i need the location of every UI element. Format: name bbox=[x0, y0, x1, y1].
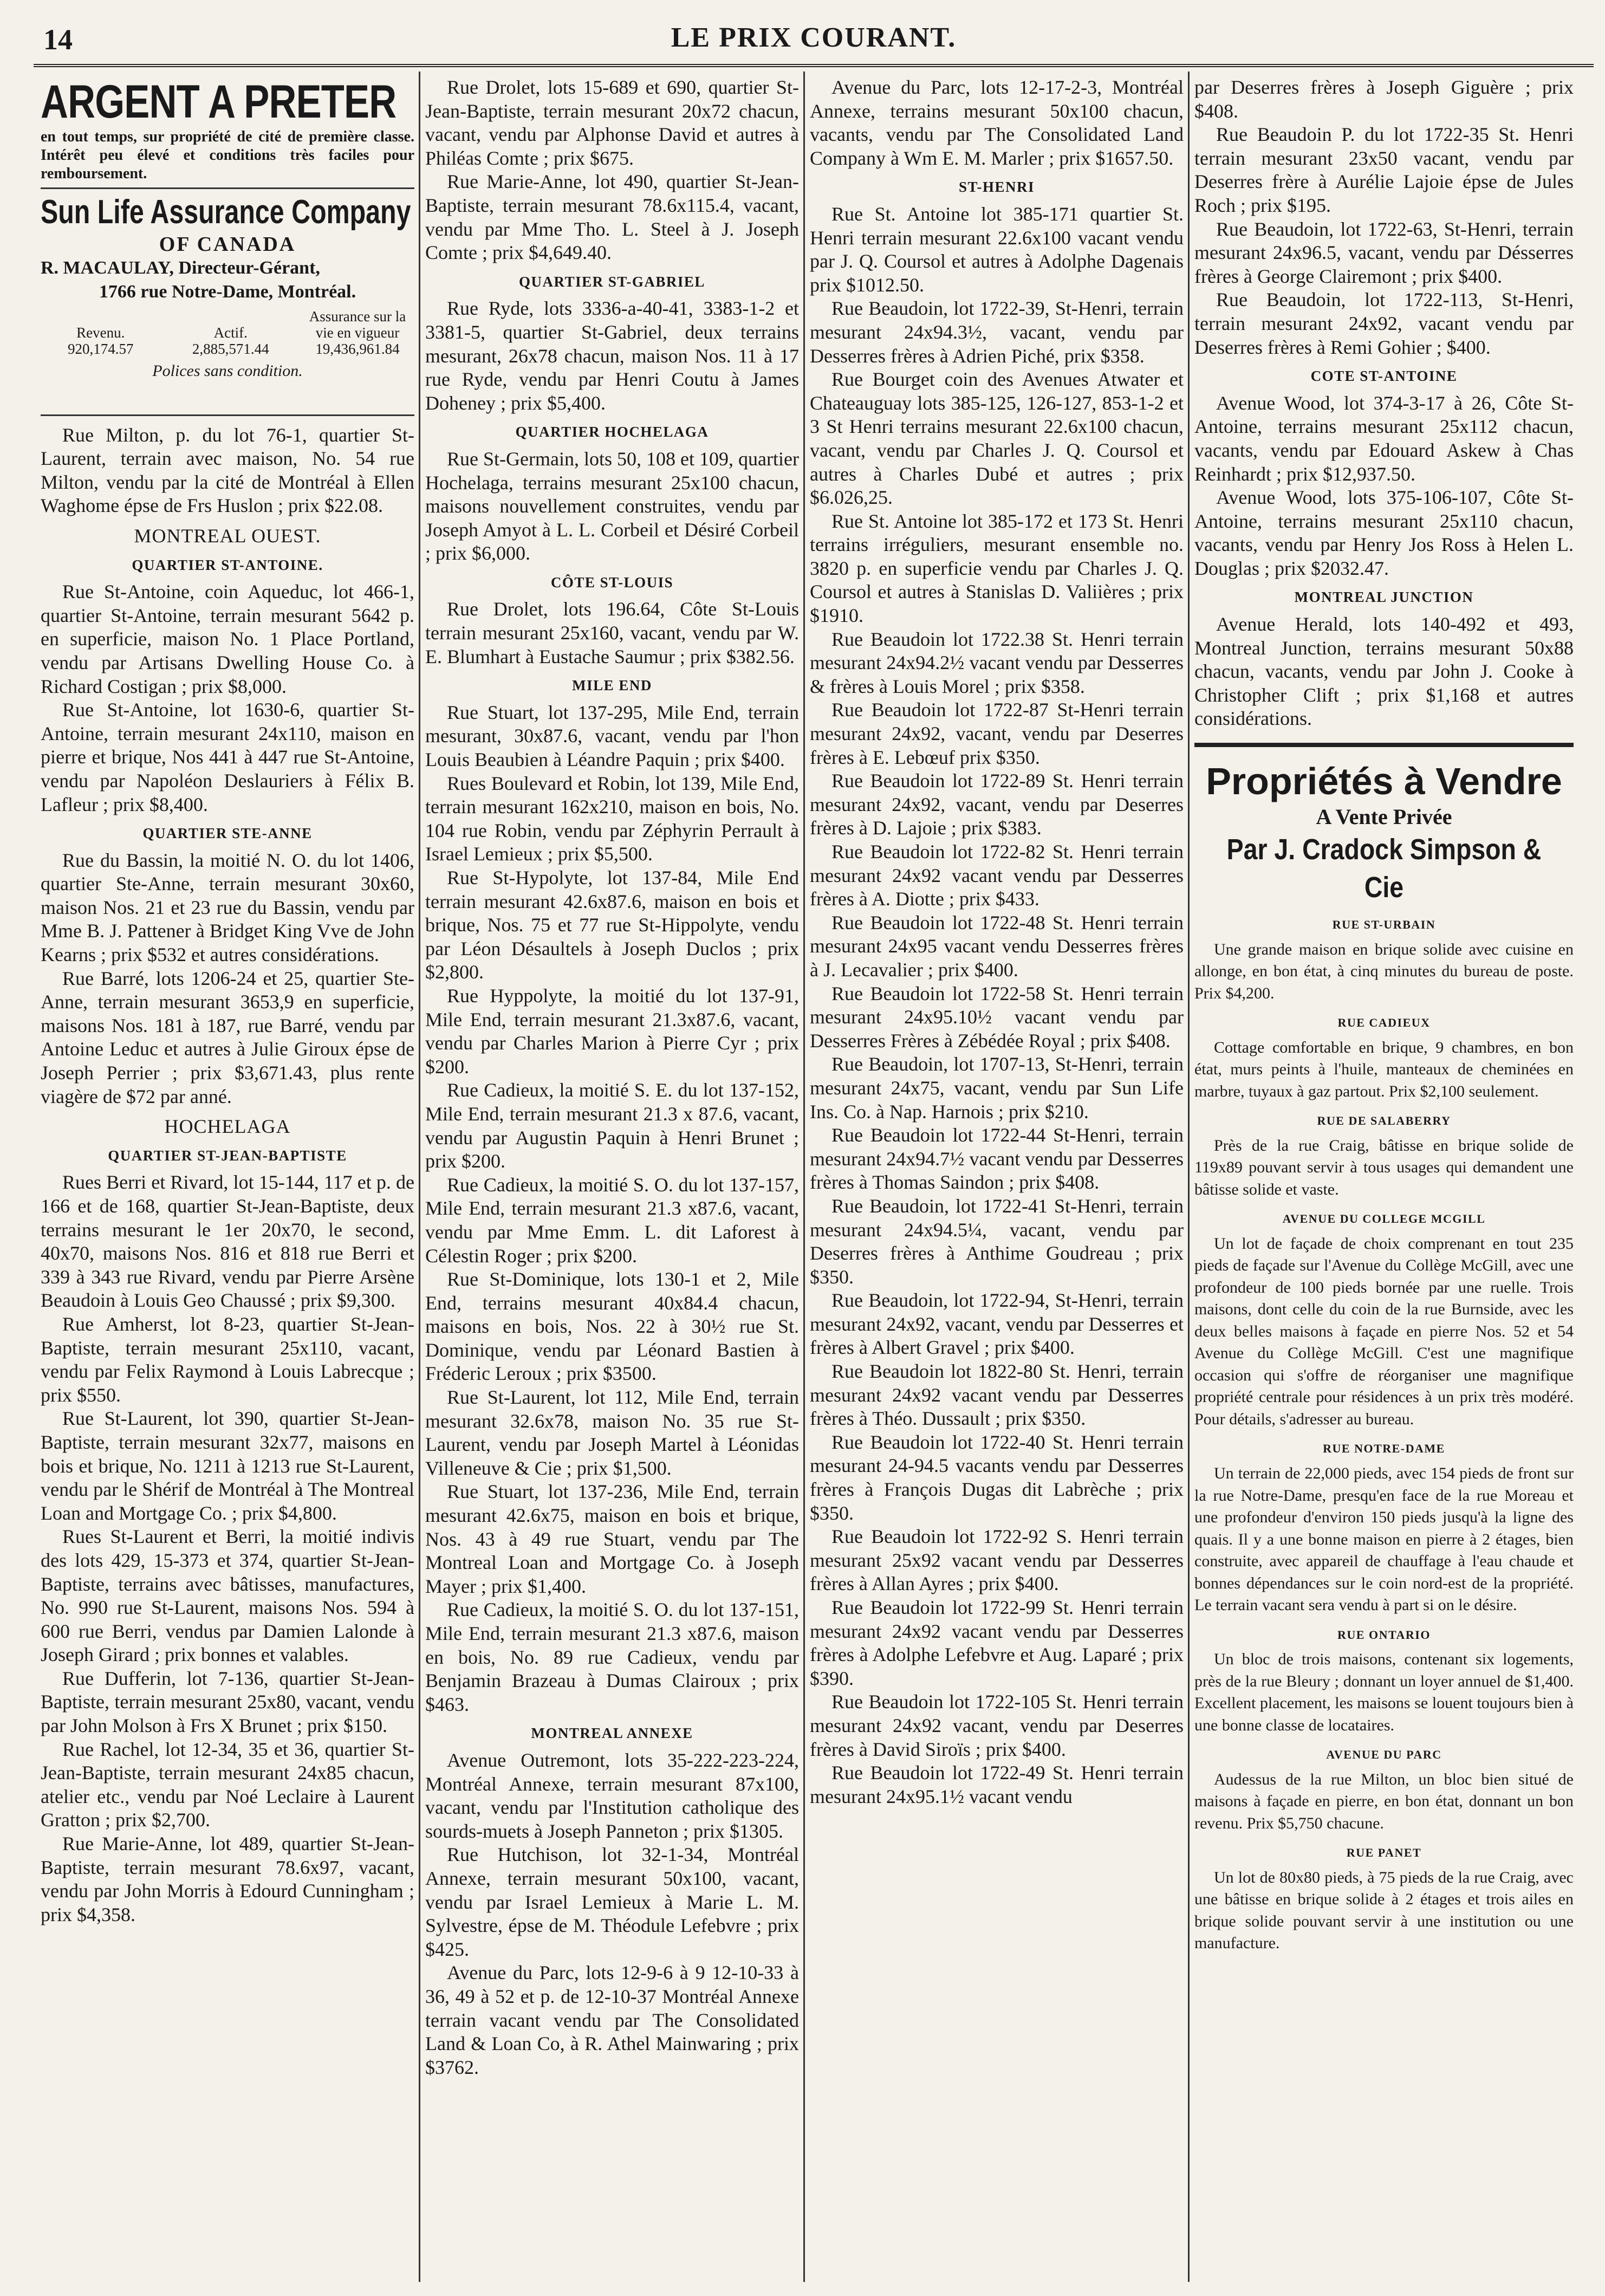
list-item: Une grande maison en brique solide avec cuisine en allonge, en bon état, à cinq minutes du bureau de poste. Prix $4,200. bbox=[1194, 940, 1574, 1002]
list-item: Avenue du Parc, lots 12-9-6 à 9 12-10-33 à 36, 49 à 52 et p. de 12-10-37 Montréal Annexe terrain vacant vendu par The Consolidated Land & Loan Co, à R. Athel Mainwaring ; prix $3762. bbox=[425, 1962, 799, 2078]
ad-value-actif: 2,885,571.44 bbox=[192, 341, 269, 357]
column-divider bbox=[1188, 72, 1190, 2282]
section-heading: MONTREAL JUNCTION bbox=[1294, 589, 1474, 606]
list-item: Audessus de la rue Milton, un bloc bien situé de maisons à façade en pierre, en bon état, donnant un bon revenu. Prix $5,750 chacune. bbox=[1194, 1770, 1574, 1832]
ad-director: R. MACAULAY, Directeur-Gérant, bbox=[41, 258, 320, 278]
list-item: Rue Cadieux, la moitié S. O. du lot 137-151, Mile End, terrain mesurant 21.3 x87.6, maison en bois, No. 89 rue Cadieux, vendu par Benjamin Brazeau à Dumas Clairoux ; prix $463. bbox=[425, 1599, 799, 1715]
section-heading: AVENUE DU PARC bbox=[1326, 1748, 1442, 1762]
list-item: Rue Beaudoin lot 1722.38 St. Henri terrain mesurant 24x94.2½ vacant vendu par Desserres & frères à Louis Morel ; prix $358. bbox=[810, 628, 1184, 697]
list-item: Rue Amherst, lot 8-23, quartier St-Jean-Baptiste, terrain mesurant 25x110, vacant, vendu par Felix Raymond à Louis Labrecque ; prix $550. bbox=[41, 1313, 414, 1406]
list-item: Rue Dufferin, lot 7-136, quartier St-Jean-Baptiste, terrain mesurant 25x80, vacant, vendu par John Molson à Frs X Brunet ; prix $150. bbox=[41, 1667, 414, 1737]
ad-title: ARGENT A PRETER bbox=[41, 76, 397, 128]
ad-subtitle: en tout temps, sur propriété de cité de première classe. Intérêt peu élevé et conditions très faciles pour remboursement. bbox=[41, 128, 414, 182]
section-heading: QUARTIER ST-GABRIEL bbox=[519, 273, 705, 290]
prop-agent: Par J. Cradock Simpson & Cie bbox=[1226, 833, 1542, 904]
list-item: Rue Beaudoin, lot 1722-39, St-Henri, terrain mesurant 24x94.3½, vacant, vendu par Desserres frères à Adrien Piché, prix $358. bbox=[810, 297, 1184, 367]
list-item: Rue Beaudoin lot 1722-87 St-Henri terrain mesurant 24x92, vacant, vendu par Deserres frères à E. Lebœuf prix $350. bbox=[810, 699, 1184, 768]
ad-header-actif: Actif. bbox=[213, 325, 248, 341]
section-heading: AVENUE DU COLLEGE MCGILL bbox=[1282, 1212, 1486, 1226]
list-item: Rue St-Hypolyte, lot 137-84, Mile End terrain mesurant 42.6x87.6, maison en bois et brique, Nos. 75 et 77 rue St-Hippolyte, vendu par Léon Désaultels à Joseph Duclos ; prix $2,800. bbox=[425, 867, 799, 983]
ad-address: 1766 rue Notre-Dame, Montréal. bbox=[99, 282, 356, 302]
list-item: Rue Hyppolyte, la moitié du lot 137-91, Mile End, terrain mesurant 21.3x87.6, vacant, vendu par Charles Marion à Pierre Cyr ; prix $200. bbox=[425, 984, 799, 1078]
list-item: Rue St. Antoine lot 385-171 quartier St. Henri terrain mesurant 22.6x100 vacant vendu par J. Q. Coursol et autres à Adolphe Dagenais prix $1012.50. bbox=[810, 203, 1184, 296]
list-item: Rue Cadieux, la moitié S. E. du lot 137-152, Mile End, terrain mesurant 21.3 x 87.6, vacant, vendu par Augustin Paquin à Henri Brunet ; prix $200. bbox=[425, 1079, 799, 1172]
column-3 bbox=[810, 76, 1184, 2281]
section-heading: ST-HENRI bbox=[958, 179, 1035, 196]
header-rule bbox=[34, 64, 1594, 67]
ad-value-assurance: 19,436,961.84 bbox=[315, 341, 400, 357]
divider bbox=[1194, 743, 1574, 747]
list-item: Avenue Wood, lot 374-3-17 à 26, Côte St-Antoine, terrains mesurant 25x112 chacun, vacants, vendu par Edouard Askew à Chas Reinhardt ; prix $12,937.50. bbox=[1194, 392, 1574, 485]
page-header bbox=[34, 21, 1594, 59]
list-item: Avenue Wood, lots 375-106-107, Côte St-Antoine, terrains mesurant 25x110 chacun, vacants, vendu par Henry Jos Ross à Helen L. Douglas ; prix $2032.47. bbox=[1194, 487, 1574, 579]
list-item: Rue Milton, p. du lot 76-1, quartier St-Laurent, terrain avec maison, No. 54 rue Milton, vendu par la cité de Montréal à Ellen Waghome épse de Frs Huslon ; prix $22.08. bbox=[41, 424, 414, 517]
section-heading: QUARTIER ST-ANTOINE. bbox=[132, 556, 323, 573]
ad-header-assurance: Assurance sur la vie en vigueur bbox=[309, 308, 406, 341]
section-heading: HOCHELAGA bbox=[164, 1115, 291, 1138]
column-1 bbox=[41, 76, 414, 2281]
list-item: Avenue du Parc, lots 12-17-2-3, Montréal Annexe, terrains mesurant 50x100 chacun, vacants, vendu par The Consolidated Land Company à Wm E. M. Marler ; prix $1657.50. bbox=[810, 76, 1184, 169]
list-item: Rue Beaudoin, lot 1722-113, St-Henri, terrain mesurant 24x92, vacant vendu par Deserres frères à Remi Gohier ; $400. bbox=[1194, 289, 1574, 358]
list-item: Rue Beaudoin, lot 1707-13, St-Henri, terrain mesurant 24x75, vacant, vendu par Sun Life Ins. Co. à Nap. Harnois ; prix $210. bbox=[810, 1053, 1184, 1123]
ad-header-revenu: Revenu. bbox=[76, 325, 125, 341]
section-heading: MONTREAL OUEST. bbox=[134, 524, 321, 547]
list-item: Rue Beaudoin lot 1822-80 St. Henri, terrain mesurant 24x92 vacant vendu par Desserres frères à Théo. Dussault ; prix $350. bbox=[810, 1360, 1184, 1430]
section-heading: RUE ONTARIO bbox=[1337, 1627, 1431, 1642]
list-item: Rue Beaudoin lot 1722-48 St. Henri terrain mesurant 24x95 vacant vendu Desserres frères à J. Lecavalier ; prix $400. bbox=[810, 911, 1184, 981]
section-heading: QUARTIER STE-ANNE bbox=[142, 825, 313, 842]
list-item: Rues Boulevard et Robin, lot 139, Mile End, terrain mesurant 162x210, maison en bois, No. 104 rue Robin, vendu par Zéphyrin Perrault à Israel Lemieux ; prix $5,500. bbox=[425, 772, 799, 865]
ad-note: Polices sans condition. bbox=[152, 362, 303, 380]
page-number: 14 bbox=[43, 23, 73, 56]
list-item: Rue Beaudoin, lot 1722-63, St-Henri, terrain mesurant 24x96.5, vacant, vendu par Désserres frères à George Clairemont ; prix $400. bbox=[1194, 218, 1574, 287]
column-divider bbox=[419, 72, 420, 2282]
ad-company: Sun Life Assurance Company bbox=[41, 193, 411, 231]
prop-subtitle: A Vente Privée bbox=[1316, 805, 1452, 829]
list-item: Rue Beaudoin lot 1722-99 St. Henri terrain mesurant 24x92 vacant vendu par Desserres frères à Adolphe Lefebvre et Aug. Laparé ; prix $390. bbox=[810, 1597, 1184, 1689]
list-item: Rue St-Dominique, lots 130-1 et 2, Mile End, terrains mesurant 40x84.4 chacun, maisons en bois, Nos. 22 à 30½ rue St. Dominique, vendu par Léonard Bastien à Fréderic Leroux ; prix $3500. bbox=[425, 1268, 799, 1385]
section-heading: RUE DE SALABERRY bbox=[1317, 1114, 1451, 1128]
list-item: Rue du Bassin, la moitié N. O. du lot 1406, quartier Ste-Anne, terrain mesurant 30x60, maison Nos. 21 et 23 rue du Bassin, vendu par Mme B. J. Pattener à Bridget King Vve de John Kearns ; prix $532 et autres considérations. bbox=[41, 849, 414, 966]
advertisement-sun-life bbox=[41, 76, 414, 383]
section-heading: CÔTE ST-LOUIS bbox=[550, 574, 674, 591]
list-item: Rue Beaudoin lot 1722-58 St. Henri terrain mesurant 24x95.10½ vacant vendu par Desserres Frères à Zébédée Royal ; prix $408. bbox=[810, 982, 1184, 1052]
section-heading: RUE ST-URBAIN bbox=[1332, 918, 1436, 932]
list-item: Rue Barré, lots 1206-24 et 25, quartier Ste-Anne, terrain mesurant 3653,9 en superficie, maisons Nos. 181 à 187, rue Barré, vendu par Antoine Leduc et autres à Julie Giroux épse de Joseph Perrier ; prix $3,671.43, plus rente viagère de $72 par anné. bbox=[41, 967, 414, 1107]
list-item: Rue Stuart, lot 137-295, Mile End, terrain mesurant, 30x87.6, vacant, vendu par l'hon Louis Beaubien à Léandre Paquin ; prix $400. bbox=[425, 701, 799, 771]
ad-value-revenu: 920,174.57 bbox=[68, 341, 134, 357]
section-heading: RUE NOTRE-DAME bbox=[1323, 1442, 1445, 1456]
advertisement-proprietes bbox=[1194, 759, 1574, 1955]
list-item: Rue Beaudoin lot 1722-92 S. Henri terrain mesurant 25x92 vacant vendu par Desserres frères à Allan Ayres ; prix $400. bbox=[810, 1526, 1184, 1595]
column-2 bbox=[425, 76, 799, 2281]
list-item: Rue St-Germain, lots 50, 108 et 109, quartier Hochelaga, terrains mesurant 25x100 chacun, maisons nouvellement construites, vendu par Joseph Amyot à L. L. Corbeil et Désiré Corbeil ; prix $6,000. bbox=[425, 447, 799, 565]
divider bbox=[41, 187, 414, 189]
section-heading: MILE END bbox=[572, 677, 652, 694]
list-item: Rue Ryde, lots 3336-a-40-41, 3383-1-2 et 3381-5, quartier St-Gabriel, deux terrains mesurant, 26x78 chacun, maison Nos. 11 à 17 rue Ryde, vendu par Henri Coutu à James Doheney ; prix $5,400. bbox=[425, 297, 799, 414]
ad-figures-table bbox=[41, 308, 414, 357]
list-item: Rue Beaudoin, lot 1722-94, St-Henri, terrain mesurant 24x92, vacant, vendu par Desserres et frères à Albert Gravel ; prix $400. bbox=[810, 1289, 1184, 1359]
list-item: Rue Beaudoin lot 1722-82 St. Henri terrain mesurant 24x92 vacant vendu par Desserres frères à A. Diotte ; prix $433. bbox=[810, 841, 1184, 910]
list-item: Avenue Herald, lots 140-492 et 493, Montreal Junction, terrains mesurant 50x88 chacun, vacants, vendu par John J. Cooke à Christopher Clift ; prix $1,168 et autres considérations. bbox=[1194, 613, 1574, 730]
list-item: Rue Beaudoin lot 1722-44 St-Henri, terrain mesurant 24x94.7½ vacant vendu par Desserres frères à Thomas Saindon ; prix $408. bbox=[810, 1124, 1184, 1194]
list-item: Rue Stuart, lot 137-236, Mile End, terrain mesurant 42.6x75, maison en bois et brique, Nos. 43 à 49 rue Stuart, vendu par The Montreal Loan and Mortgage Co. à Joseph Mayer ; prix $1,400. bbox=[425, 1481, 799, 1597]
section-heading: RUE CADIEUX bbox=[1337, 1016, 1431, 1030]
list-item: Rue Bourget coin des Avenues Atwater et Chateauguay lots 385-125, 126-127, 853-1-2 et 3 St Henri terrains mesurant 22.6x100 chacun, vacant, vendu par Charles J. Q. Coursol et autres à Charles Dubé et autres ; prix $6.026,25. bbox=[810, 368, 1184, 509]
list-item: Un lot de façade de choix comprenant en tout 235 pieds de façade sur l'Avenue du Collège McGill, avec une profondeur de 100 pieds bornée par une ruelle. Trois maisons, dont celle du coin de la rue Burnside, avec les deux belles maisons à façade en pierre Nos. 52 et 54 Avenue du Collège McGill. C'est une magnifique occasion qui s'offre de réorganiser une magnifique propriété centrale pour résidences à un prix très modéré. Pour détails, s'adresser au bureau. bbox=[1194, 1234, 1574, 1428]
list-item: Rue Beaudoin lot 1722-49 St. Henri terrain mesurant 24x95.1½ vacant vendu bbox=[810, 1762, 1184, 1807]
ad-of-canada: OF CANADA bbox=[159, 233, 296, 256]
list-item: Rue Drolet, lots 196.64, Côte St-Louis terrain mesurant 25x160, vacant, vendu par W. E. Blumhart à Eustache Saumur ; prix $382.56. bbox=[425, 598, 799, 667]
section-heading: QUARTIER ST-JEAN-BAPTISTE bbox=[108, 1147, 347, 1164]
column-divider bbox=[803, 72, 805, 2282]
list-item: Rues Berri et Rivard, lot 15-144, 117 et p. de 166 et de 168, quartier St-Jean-Baptiste, deux terrains mesurant le 1er 20x70, le second, 40x70, maisons Nos. 816 et 818 rue Berri et 339 à 343 rue Rivard, vendu par Pierre Arsène Beaudoin à Louis Geo Chaussé ; prix $9,300. bbox=[41, 1171, 414, 1312]
list-item: Rue Cadieux, la moitié S. O. du lot 137-157, Mile End, terrain mesurant 21.3 x87.6, vacant, vendu par Mme Emm. L. dit Laforest à Célestin Roger ; prix $200. bbox=[425, 1173, 799, 1267]
list-item: Rue Rachel, lot 12-34, 35 et 36, quartier St-Jean-Baptiste, terrain mesurant 24x85 chacun, atelier etc., vendu par Noé Leclaire à Laurent Gratton ; prix $2,700. bbox=[41, 1738, 414, 1831]
list-item: Cottage comfortable en brique, 9 chambres, en bon état, murs peints à l'huile, manteaux de cheminées en marbre, tuyaux à gaz partout. Prix $2,100 seulement. bbox=[1194, 1038, 1574, 1100]
section-heading: MONTREAL ANNEXE bbox=[531, 1725, 693, 1742]
list-item: Rue Marie-Anne, lot 490, quartier St-Jean-Baptiste, terrain mesurant 78.6x115.4, vacant, vendu par Mme Tho. L. Steel à J. Joseph Comte ; prix $4,649.40. bbox=[425, 171, 799, 264]
list-item: Rue St-Laurent, lot 112, Mile End, terrain mesurant 32.6x78, maison No. 35 rue St-Laurent, vendu par Joseph Martel à Léonidas Villeneuve & Cie ; prix $1,500. bbox=[425, 1386, 799, 1479]
list-item: Un terrain de 22,000 pieds, avec 154 pieds de front sur la rue Notre-Dame, presqu'en face de la rue Moreau et une profondeur d'environ 150 pieds jusqu'à la ligne des quais. Il y a une bonne maison en pierre à 2 étages, bien construite, avec appareil de chauffage à l'eau chaude et bonnes dépendances sur le coin nord-est de la propriété. Le terrain vacant sera vendu à part si on le désire. bbox=[1194, 1464, 1574, 1614]
list-item: Rue Beaudoin lot 1722-89 St. Henri terrain mesurant 24x92, vacant, vendu par Deserres frères à D. Lajoie ; prix $383. bbox=[810, 770, 1184, 839]
list-item: Rue Beaudoin P. du lot 1722-35 St. Henri terrain mesurant 23x50 vacant, vendu par Deserres frère à Aurélie Lajoie épse de Jules Roch ; prix $195. bbox=[1194, 124, 1574, 216]
list-item: Rue Beaudoin, lot 1722-41 St-Henri, terrain mesurant 24x94.5¼, vacant, vendu par Deserres frères à Anthime Goudreau ; prix $350. bbox=[810, 1195, 1184, 1288]
list-item: Rue Drolet, lots 15-689 et 690, quartier St-Jean-Baptiste, terrain mesurant 20x72 chacun, vacant, vendu par Alphonse David et autres à Philéas Comte ; prix $675. bbox=[425, 76, 799, 169]
prop-title: Propriétés à Vendre bbox=[1206, 760, 1562, 803]
section-heading: QUARTIER HOCHELAGA bbox=[515, 424, 709, 440]
column-4 bbox=[1194, 76, 1574, 2281]
list-item: Un lot de 80x80 pieds, à 75 pieds de la rue Craig, avec une bâtisse en brique solide à 2 étages et trois ailes en brique solide pouvant servir à une institution ou une manufacture. bbox=[1194, 1868, 1574, 1953]
section-heading: COTE ST-ANTOINE bbox=[1310, 368, 1458, 385]
list-item: Rue St-Antoine, lot 1630-6, quartier St-Antoine, terrain mesurant 24x110, maison en pierre et brique, Nos 441 à 447 rue St-Antoine, vendu par Napoléon Deslauriers à Félix B. Lafleur ; prix $8,400. bbox=[41, 699, 414, 815]
list-item: Un bloc de trois maisons, contenant six logements, près de la rue Bleury ; donnant un loyer annuel de $1,400. Excellent placement, les maisons se louent toujours bien à une bonne classe de locataires. bbox=[1194, 1650, 1574, 1734]
section-heading: RUE PANET bbox=[1346, 1846, 1422, 1860]
list-item: Près de la rue Craig, bâtisse en brique solide de 119x89 pouvant servir à tous usages qui demandent une bâtisse solide et vaste. bbox=[1194, 1136, 1574, 1198]
list-item: Rue St-Laurent, lot 390, quartier St-Jean-Baptiste, terrain mesurant 32x77, maisons en bois et brique, No. 1211 à 1213 rue St-Laurent, vendu par le Shérif de Montréal à The Montreal Loan and Mortgage Co. ; prix $4,800. bbox=[41, 1408, 414, 1524]
list-item: Rue Marie-Anne, lot 489, quartier St-Jean-Baptiste, terrain mesurant 78.6x97, vacant, vendu par John Morris à Edourd Cunningham ; prix $4,358. bbox=[41, 1833, 414, 1925]
list-item: Rue St. Antoine lot 385-172 et 173 St. Henri terrains irréguliers, mesurant ensemble no. 3820 p. en superficie vendu par Charles J. Q. Coursol et autres à Stanislas D. Valiières ; prix $1910. bbox=[810, 510, 1184, 627]
list-item: Rues St-Laurent et Berri, la moitié indivis des lots 429, 15-373 et 374, quartier St-Jean-Baptiste, terrains avec bâtisses, manufactures, No. 990 rue St-Laurent, maisons Nos. 594 à 600 rue Berri, vendus par Damien Lalonde à Joseph Girard ; prix bonnes et valables. bbox=[41, 1526, 414, 1666]
list-item: Rue Hutchison, lot 32-1-34, Montréal Annexe, terrain mesurant 50x100, vacant, vendu par Israel Lemieux à Marie L. M. Sylvestre, épse de M. Théodule Lefebvre ; prix $425. bbox=[425, 1844, 799, 1960]
list-item: Rue St-Antoine, coin Aqueduc, lot 466-1, quartier St-Antoine, terrain mesurant 5642 p. en superficie, maison No. 1 Place Portland, vendu par Artisans Dwelling House Co. à Richard Costigan ; prix $8,000. bbox=[41, 581, 414, 697]
list-item: Rue Beaudoin lot 1722-105 St. Henri terrain mesurant 24x92 vacant, vendu par Deserres frères à David Siroïs ; prix $400. bbox=[810, 1691, 1184, 1760]
list-item: par Deserres frères à Joseph Giguère ; prix $408. bbox=[1194, 76, 1574, 122]
masthead-title: LE PRIX COURANT. bbox=[671, 22, 957, 53]
list-item: Avenue Outremont, lots 35-222-223-224, Montréal Annexe, terrain mesurant 87x100, vacant, vendu par l'Institution catholique des sourds-muets à Joseph Panneton ; prix $1305. bbox=[425, 1749, 799, 1842]
list-item: Rue Beaudoin lot 1722-40 St. Henri terrain mesurant 24-94.5 vacants vendu par Desserres frères à François Dugas dit Labrèche ; prix $350. bbox=[810, 1431, 1184, 1524]
divider bbox=[41, 414, 414, 416]
